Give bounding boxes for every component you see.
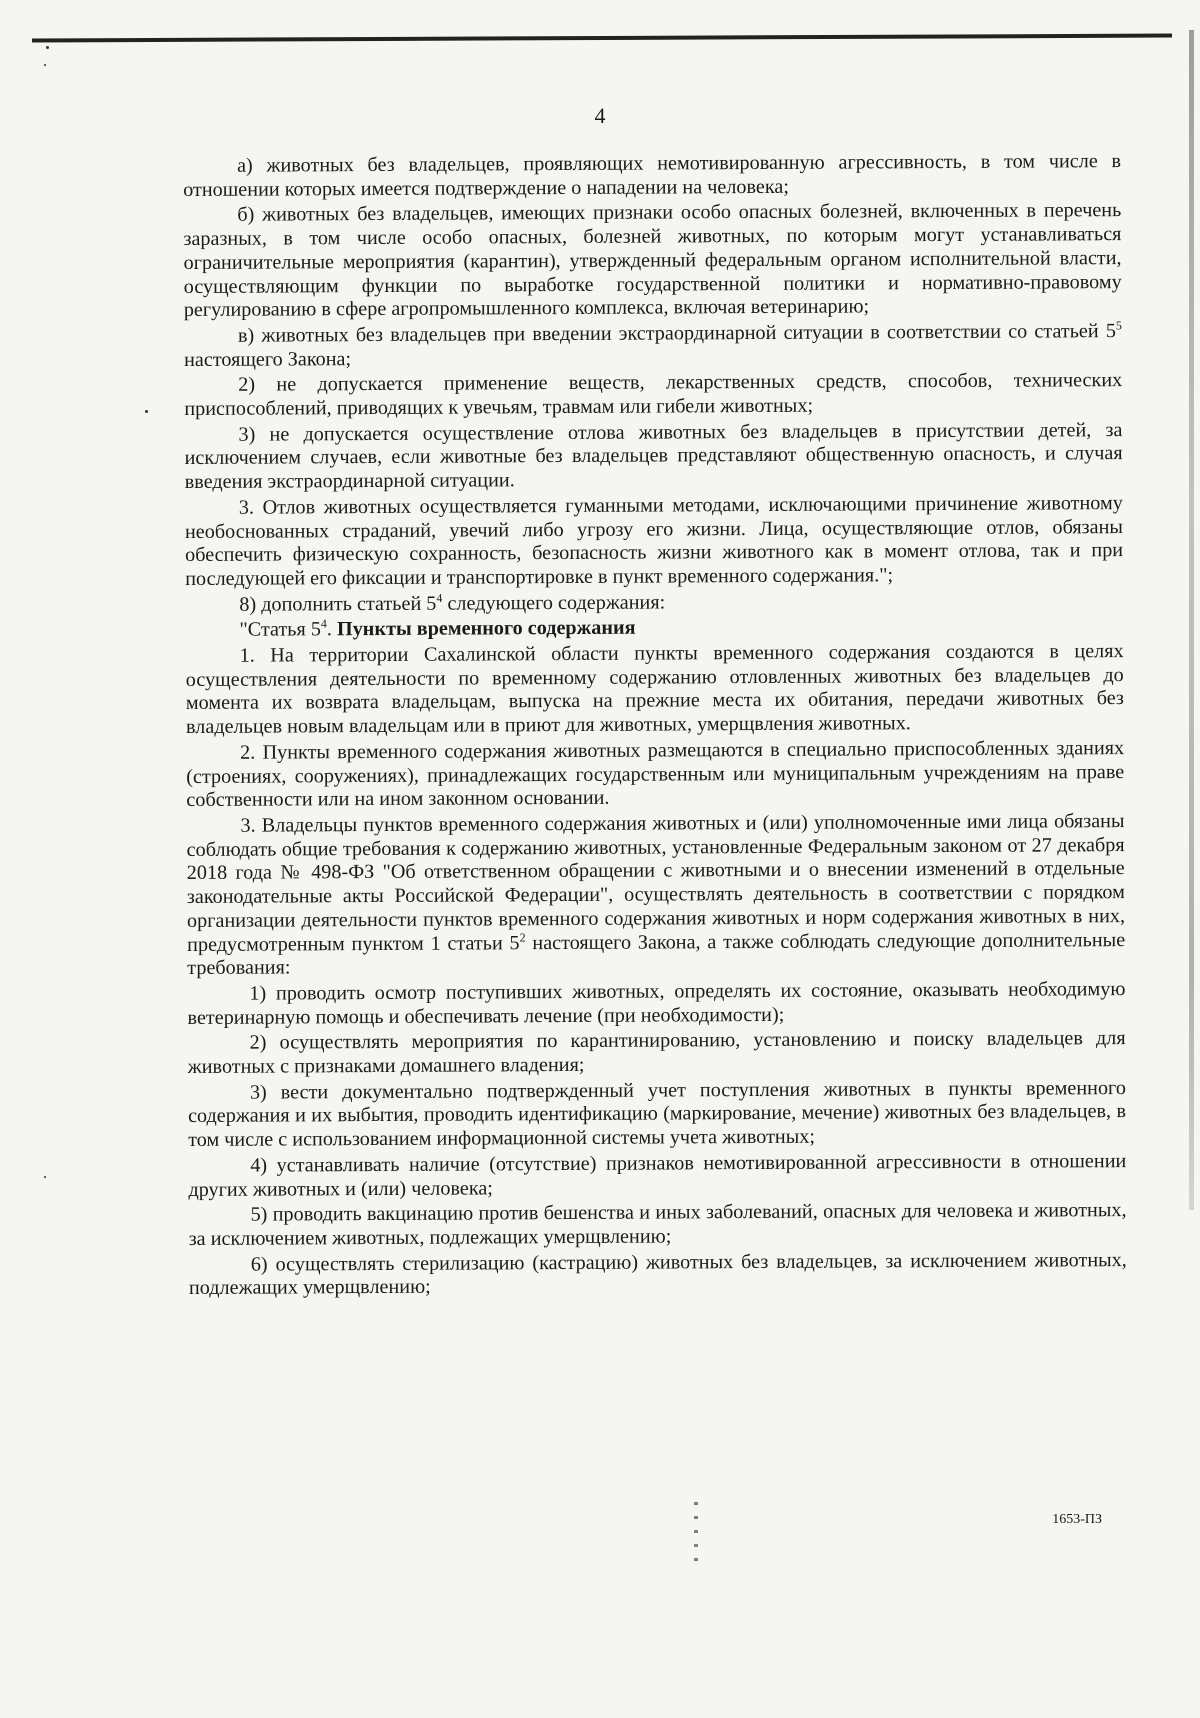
scan-edge-shadow: [1189, 30, 1194, 1210]
page-number: 4: [594, 103, 606, 128]
paragraph: 2) осуществлять мероприятия по карантинированию, установлению и поиску владельцев для животных с признаками домашнего владения;: [187, 1027, 1126, 1079]
paragraph: а) животных без владельцев, проявляющих немотивированную агрессивность, в том числе в отношении которых имеется подтверждение о нападении на человека;: [183, 150, 1122, 201]
scan-speck: [44, 64, 46, 66]
paragraph: в) животных без владельцев при введении экстраординарной ситуации в соответствии со статьей $5^5$ настоящего Закона;: [184, 318, 1122, 371]
paragraph: 4) устанавливать наличие (отсутствие) признаков немотивированной агрессивности в отношении других животных и (или) человека;: [188, 1149, 1127, 1201]
scan-dash-marks: [694, 1502, 698, 1572]
paragraph: 3) вести документально подтвержденный учет поступления животных в пункты временного содержания и их выбытия, проводить идентификацию (маркирование, мечение) животных без владельцев, в том числе с использованием информационной системы учета животных;: [187, 1076, 1127, 1152]
article-heading: "Статья $5^4$. Пункты временного содержания: [239, 616, 636, 642]
paragraph: 3. Владельцы пунктов временного содержания животных и (или) уполномоченные ими лица обязаны соблюдать общие требования к содержанию животных, установленные Федеральным законом от 27 декабря 2018 года № 498-ФЗ "Об ответственном обращении с животными и о внесении изменений в отдельные законодательные акты Российской Федерации", осуществлять деятельность в соответствии с порядком организации деятельности пунктов временного содержания животных и норм содержания животных в них, предусмотренным пунктом 1 статьи $5^2$ настоящего Закона, а также соблюдать следующие дополнительные требования:: [186, 810, 1126, 980]
paragraph: 8) дополнить статьей $5^4$ следующего содержания:: [239, 590, 666, 616]
paragraph: 6) осуществлять стерилизацию (кастрацию) животных без владельцев, за исключением животных, подлежащих умерщвлению;: [188, 1248, 1127, 1300]
top-scan-rule: [32, 34, 1172, 43]
paragraph: 2) не допускается применение веществ, лекарственных средств, способов, технических приспособлений, приводящих к увечьям, травмам или гибели животных;: [184, 369, 1123, 421]
paragraph: 2. Пункты временного содержания животных размещаются в специально приспособленных зданиях (строениях, сооружениях), принадлежащих государственным или муниципальным учреждениям на праве собственности или на ином законном основании.: [186, 736, 1125, 812]
paragraph: 3) не допускается осуществление отлова животных без владельцев в присутствии детей, за исключением случаев, если животные без владельцев представляют общественную опасность, и случая введения экстраординарной ситуации.: [184, 418, 1123, 494]
paragraph: 3. Отлов животных осуществляется гуманными методами, исключающими причинение животному необоснованных страданий, увечий либо угрозу его жизни. Лица, осуществляющие отлов, обязаны обеспечить физическую сохранность, безопасность жизни животного как в момент отлова, так и при последующей его фиксации и транспортировке в пункт временного содержания.";: [184, 491, 1124, 590]
scan-speck: [44, 1176, 46, 1178]
paragraph: б) животных без владельцев, имеющих признаки особо опасных болезней, включенных в перечень заразных, в том числе особо опасных, болезней животных, по которым могут устанавливаться ограничительные мероприятия (карантин), утвержденный федеральным органом исполнительной власти, осуществляющим функции по выработке государственной политики и нормативно-правовому регулированию в сфере агропромышленного комплекса, включая ветеринарию;: [183, 199, 1122, 322]
document-body: [183, 150, 1127, 1303]
document-code: 1653-ПЗ: [1052, 1512, 1102, 1527]
paragraph: 5) проводить вакцинацию против бешенства и иных заболеваний, опасных для человека и животных, за исключением животных, подлежащих умерщвлению;: [188, 1199, 1127, 1250]
scan-speck: [145, 410, 148, 413]
scan-speck: [46, 46, 49, 49]
paragraph: 1. На территории Сахалинской области пункты временного содержания создаются в целях осуществления деятельности по временному содержанию отловленных животных без владельцев до момента их возврата владельцам, выпуска на прежние места их обитания, передачи животных без владельцев новым владельцам или в приют для животных, умерщвления животных.: [185, 640, 1124, 739]
paragraph: 1) проводить осмотр поступивших животных, определять их состояние, оказывать необходимую ветеринарную помощь и обеспечивать лечение (при необходимости);: [187, 977, 1126, 1029]
